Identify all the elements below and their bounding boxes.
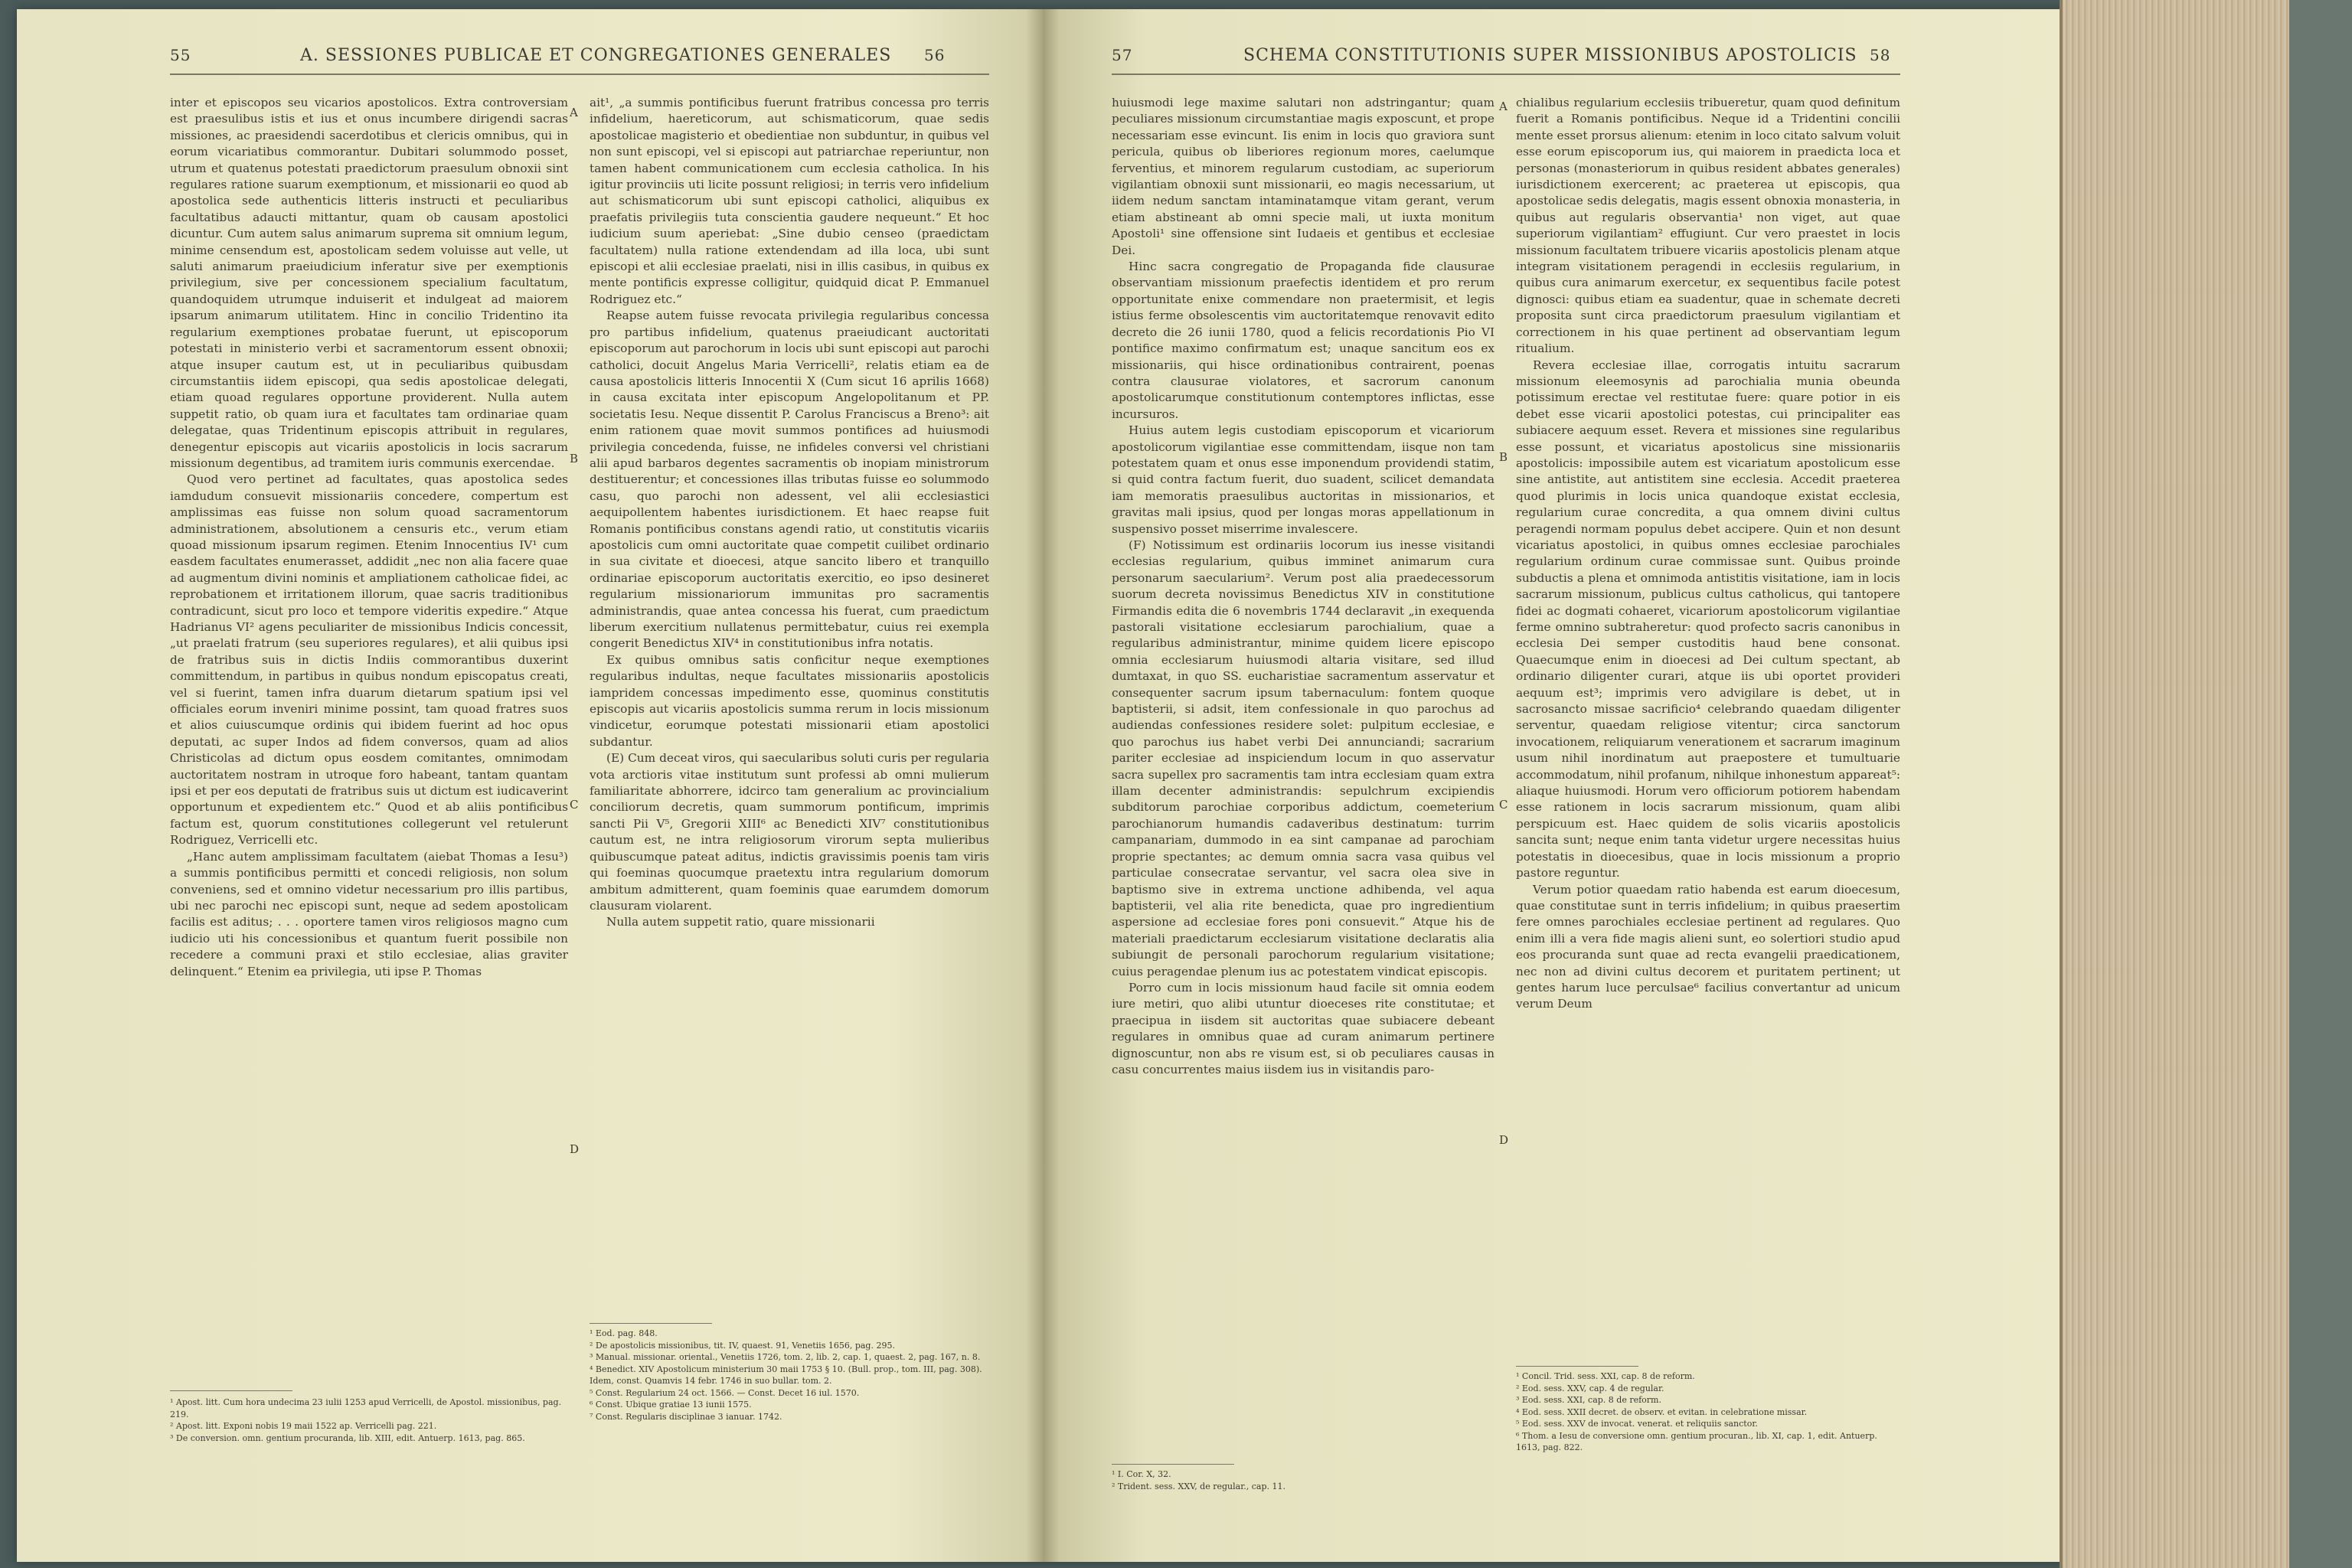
paragraph: Hinc sacra congregatio de Propaganda fide clausurae observantiam missionum praefectis identidem et pro rerum opportunitate enixe commendare non praetermisit, et legis istius ferme obsolescentis vim auctoritatemque renovavit edito decreto die 26 iunii 1780, quod a felicis recordationis Pio VI pontifice maximo confirmatum est; unaque sancitum eos ex missionariis, qui hisce ordinationibus contrairent, poenas contra clausurae violatores, et sacrorum canonum apostolicarumque constitutionum contemptores inflictas, esse incursuros. [1112,260,1494,421]
paragraph: Verum potior quaedam ratio habenda est earum dioecesum, quae constitutae sunt in terris infidelium; in quibus praesertim fere omnes parochiales ecclesiae pertinent ad regulares. Quo enim illi a vera fide magis alieni sunt, eo solertiori studio apud eos procuranda sunt quae ad recta evangelii praedicationem, nec non ad divini cultus decorem et puritatem pertinent; ut gentes harum luce perculsae⁶ facilius convertantur ad unicum verum Deum [1516,882,1900,1011]
margin-mark: C [570,798,579,812]
text-column-2 [1516,95,1900,1013]
paragraph: Reapse autem fuisse revocata privilegia regularibus concessa pro partibus infidelium, quatenus praeiudicant auctoritati episcoporum aut parochorum in locis ubi sunt episcopi aut parochi catholici, docuit Angelus Maria Verricelli², relatis etiam ea de causa apostolicis litteris Innocentii X (Cum sicut 16 aprilis 1668) in causa excitata inter episcopum Angelopolitanum et PP. societatis Iesu. Neque dissentit P. Carolus Franciscus a Breno³: ait enim rationem quae movit summos pontifices ad huiusmodi privilegia concedenda, fuisse, ne infideles conversi vel christiani alii apud barbaros degentes sacramentis ob inopiam ministrorum destituerentur; et concessiones illas tributas fuisse eo solummodo casu, quo parochi non adessent, vel alii ecclesiastici aequipollentem habentes iurisdictionem. Et haec reapse fuit Romanis pontificibus constans agendi ratio, ut constitutis vicariis apostolicis cum omni auctoritate quae competit cuilibet ordinario in sua civitate et dioecesi, atque sancito libero et tranquillo ordinariae episcoporum auctoritatis exercitio, eo ipso desineret regularium missionariorum immunitas pro sacramentis administrandis, quae antea concessa his fuerat, cum praedictum liberum exercitium nullatenus permittebatur, cuius rei exempla congerit Benedictus XIV⁴ in constitutionibus infra notatis. [590,309,989,651]
page-number: 55 [170,46,191,64]
footnote: ⁵ Const. Regularium 24 oct. 1566. — Const. Decet 16 iul. 1570. [590,1387,860,1398]
margin-mark: D [1499,1133,1509,1147]
paragraph: huiusmodi lege maxime salutari non adstringantur; quam peculiares missionum circumstantiae magis exposcunt, et prope necessariam esse evincunt. Iis enim in locis quo graviora sunt pericula, quibus ob liberiores regionum mores, caelumque ferventius, et minorem regularum custodiam, ac superiorum vigilantiam obnoxii sunt missionarii, eo magis necessarium, ut iidem nedum sanctam intaminatamque vitam gerant, verum etiam abstineant ab omni specie mali, ut iuxta monitum Apostoli¹ sine offensione sint Iudaeis et gentibus et ecclesiae Dei. [1112,96,1494,257]
paragraph: ait¹, „a summis pontificibus fuerunt fratribus concessa pro terris infidelium, haereticorum, aut schismaticorum, quae sedis apostolicae magisterio et obedientiae non subduntur, in quibus vel non sunt episcopi, vel si episcopi aut patriarchae reperiuntur, non tamen habent communicationem cum ecclesia catholica. In his igitur provinciis uti licite possunt religiosi; in terris vero infidelium aut schismaticorum ubi sunt episcopi catholici, aliquibus ex praefatis privilegiis tuta conscientia gaudere nequeunt.“ Et hoc iudicium suum aperiebat: „Sine dubio censeo (praedictam facultatem) nulla ratione extendendam ad illa loca, ubi sunt episcopi et alii ecclesiae praelati, nisi in illis casibus, in quibus ex mente pontificis expresse colligitur, quidquid dicat P. Emmanuel Rodriguez etc.“ [590,96,989,306]
footnote: ² De apostolicis missionibus, tit. IV, quaest. 91, Venetiis 1656, pag. 295. [590,1340,895,1351]
running-title: A. SESSIONES PUBLICAE ET CONGREGATIONES GENERALES [300,46,892,65]
book-spread [17,9,2069,1562]
left-page-header [17,46,1043,77]
footnote: ¹ I. Cor. X, 32. [1112,1469,1171,1479]
paragraph: Huius autem legis custodiam episcoporum et vicariorum apostolicorum vigilantiae esse committendam, iisque non tam potestatem quam et onus esse imponendum providendi statim, si quid contra factum fuerit, duo suadent, scilicet demandata iam memoratis praesulibus auctoritas in missionarios, et gravitas mali ipsius, quod per longas moras appellationum in suspensivo posset miserrime invalescere. [1112,423,1494,536]
footnote: ⁴ Eod. sess. XXII decret. de observ. et evitan. in celebratione missar. [1516,1406,1808,1417]
header-rule [170,74,989,75]
text-column-1 [170,95,568,980]
text-column-1 [1112,95,1494,1078]
footnote-rule [170,1390,292,1391]
right-page-header [1043,46,2069,77]
footnote: ⁴ Benedict. XIV Apostolicum ministerium 30 maii 1753 § 10. (Bull. prop., tom. III, pag. 308). Idem, const. Quamvis 14 febr. 1746 in suo bullar. tom. 2. [590,1364,982,1386]
right-page [1043,9,2069,1562]
footnote-rule [590,1323,712,1324]
footnote: ² Eod. sess. XXV, cap. 4 de regular. [1516,1383,1664,1393]
paragraph: (E) Cum deceat viros, qui saecularibus soluti curis per regularia vota arctioris vitae institutum sunt professi ab omni mulierum familiaritate abhorrere, idcirco tam generalium ac provincialium conciliorum decretis, quam summorum pontificum, imprimis sancti Pii V⁵, Gregorii XIII⁶ ac Benedicti XIV⁷ constitutionibus cautum est, ne intra religiosorum virorum septa mulieribus quibuscumque pateat aditus, indictis gravissimis poenis tam viris qui foeminas quocumque praetextu intra regularium domorum ambitum admitterent, quam foeminis quae earumdem domorum clausuram violarent. [590,751,989,913]
paragraph: inter et episcopos seu vicarios apostolicos. Extra controversiam est praesulibus istis et ius et onus incumbere dirigendi sacras missiones, ac praesidendi sacerdotibus et clericis omnibus, qui in eorum vicariatibus commorantur. Dubitari solummodo posset, utrum et quatenus potestati praedictorum praesulum obnoxii sint regulares ratione suarum exemptionum, et missionarii eo quod ab apostolica sede authenticis litteris instructi et peculiaribus facultatibus adaucti mittantur, quam ob causam apostolici dicuntur. Cum autem salus animarum suprema sit omnium legum, minime censendum est, apostolicam sedem voluisse aut velle, ut saluti animarum praeiudicium inferatur sive per exemptionis privilegium, sive per concessionem specialium facultatum, quandoquidem utrumque induiserit et indulgeat ad maiorem ipsarum animarum utilitatem. Hinc in concilio Tridentino ita regularium exemptiones probatae fuerunt, ut episcoporum potestati in ministerio verbi et sacramentorum essent obnoxii; atque insuper cautum est, ut in peculiaribus quibusdam circumstantiis iidem episcopi, qua sedis apostolicae delegati, etiam quoad regulares opportune providerent. Nulla autem suppetit ratio, ob quam iura et facultates tam ordinariae quam delegatae, quas Tridentinum episcopis attribuit in regulares, denegentur episcopis aut vicariis apostolicis in locis sacrarum missionum degentibus, ad tramitem iuris communis exercendae. [170,96,568,470]
margin-mark: D [570,1142,580,1156]
footnote: ³ De conversion. omn. gentium procuranda, lib. XIII, edit. Antuerp. 1613, pag. 865. [170,1432,525,1443]
footnote: ⁶ Const. Ubique gratiae 13 iunii 1575. [590,1400,752,1410]
paragraph: Nulla autem suppetit ratio, quare missionarii [606,915,875,929]
footnote: ² Apost. litt. Exponi nobis 19 maii 1522 ap. Verricelli pag. 221. [170,1421,437,1431]
footnote-rule [1112,1464,1234,1465]
page-number: 56 [924,46,946,64]
paragraph: chialibus regularium ecclesiis tribueretur, quam quod definitum fuerit a Romanis pontificibus. Neque id a Tridentini concilii mente esset prorsus alienum: etenim in loco citato salvum voluit esse eorum episcoporum ius, qui maiorem in praedicta loca et personas (monasteriorum in quibus resident abbates generales) iurisdictionem exercerent; ac praeterea ut episcopis, qua apostolicae sedis delegatis, magis essent obnoxia monasteria, in quibus aut regularis observantia¹ non viget, aut quae superiorum vigilantiam² effugiunt. Cur vero praestet in locis missionum facultatem tribuere vicariis apostolicis plenam atque integram visitationem peragendi in ecclesiis regularium, in quibus cura animarum exercetur, ex sequentibus facile potest dignosci: quibus etiam ea suadentur, quae in schemate decreti proposita sunt circa praedictorum praesulum vigilantiam et correctionem in his quae pertinent ad observantiam legum ritualium. [1516,96,1900,356]
footnotes-column-2 [1516,1370,1900,1454]
footnote-rule [1516,1366,1638,1367]
footnotes-column-1 [170,1396,568,1444]
margin-mark: A [570,106,578,119]
book-cover-edge [2289,0,2352,1568]
footnote: ³ Manual. missionar. oriental., Venetiis 1726, tom. 2, lib. 2, cap. 1, quaest. 2, pag. 167, n. 8. [590,1352,981,1362]
footnote: ¹ Apost. litt. Cum hora undecima 23 iulii 1253 apud Verricelli, de Apostol. missionibus, pag. 219. [170,1397,562,1419]
paragraph: Ex quibus omnibus satis conficitur neque exemptiones regularibus indultas, neque facultates missionariis apostolicis iampridem concessas impedimento esse, quominus constitutis episcopis aut vicariis apostolicis summa rerum in locis missionum vindicetur, eorumque potestati missionarii etiam apostolici subdantur. [590,652,989,749]
footnote: ⁶ Thom. a Iesu de conversione omn. gentium procuran., lib. XI, cap. 1, edit. Antuerp. 1613, pag. 822. [1516,1430,1877,1452]
paragraph: „Hanc autem amplissimam facultatem (aiebat Thomas a Iesu³) a summis pontificibus permitti et concedi religiosis, non solum conveniens, sed et omnino videtur necessarium pro illis partibus, ubi nec parochi nec episcopi sunt, neque ad sedem apostolicam facilis est aditus; . . . oportere tamen viros religiosos magno cum iudicio uti his concessionibus et quantum fuerit possibile non recedere a communi praxi et stilo ecclesiae, alias graviter delinquent.“ Etenim ea privilegia, uti ipse P. Thomas [170,849,568,978]
paragraph: (F) Notissimum est ordinariis locorum ius inesse visitandi ecclesias regularium, quibus imminet animarum cura personarum saecularium². Verum post alia praedecessorum suorum decreta novissimus Benedictus XIV in constitutione Firmandis edita die 6 novembris 1744 declaravit „in exequenda pastorali visitatione ecclesiarum parochialium, quae a regularibus administrantur, minime quidem licere episcopo omnia ecclesiarum huiusmodi altaria visitare, sed illud dumtaxat, in quo SS. eucharistiae sacramentum asservatur et consequenter sacrum ipsum tabernaculum: fontem quoque baptisterii, si adsit, item confessionale in quo parochus ad audiendas confessiones residere solet: pulpitum ecclesiae, e quo parochus ius habet verbi Dei annunciandi; sacrarium pariter ecclesiae ad inspiciendum locum in quo asservatur sacra supellex pro sacramentis tam intra ecclesiam quam extra illam decenter administrandis: sepulchrum excipiendis subditorum parochiae corporibus addictum, coemeterium parochianorum humandis cadaveribus destinatum: turrim campanariam, dummodo in ea sint campanae ad parochiam proprie spectantes; ac demum omnia sacra vasa quibus vel particulae consecratae servantur, vel sacra olea sive in baptismo sive in extrema unctione adhibenda, vel aqua baptisterii, vel alia rite benedicta, quae pro ingredientium aspersione ad ecclesiae fores poni consuevit.“ Atque his de materiali praedictarum ecclesiarum visitatione declaratis alia subiungit de personali parochorum regularium visitatione; cuius peragendae plenum ius ac potestatem vindicat episcopis. [1112,537,1494,978]
header-rule [1112,74,1900,75]
paragraph: Revera ecclesiae illae, corrogatis intuitu sacrarum missionum eleemosynis ad parochialia munia obeunda potissimum erectae vel restitutae fuere: quare potior in eis debet esse vicarii apostolici potestas, cui principaliter eas subiacere aequum esset. Revera et missiones sine regularibus esse possunt, et vicariatus apostolicus sine missionariis apostolicis: impossibile autem est vicariatum apostolicum esse sine antistite, aut antistitem sine ecclesia. Accedit praeterea quod plurimis in locis unica quandoque existat ecclesia, regularium curae concredita, a qua omnem divini cultus peragendi normam populus debet accipere. Quin et non desunt vicariatus apostolici, in quibus omnes ecclesiae parochiales regularium ordinum curae commissae sunt. Quibus proinde subductis a plena et omnimoda antistitis visitatione, iam in locis sacrarum missionum, publicus cultus catholicus, qui tantopere fidei ac dogmati cohaeret, vicariorum apostolicorum vigilantiae ferme omnino subtraheretur: quod profecto sacris canonibus in ecclesia Dei semper custoditis haud bene consonat. Quaecumque enim in dioecesi ad Dei cultum spectant, ab ordinario diligenter curari, atque iis ubi oportet provideri aequum est³; imprimis vero advigilare is debet, ut in sacrosancto missae sacrificio⁴ celebrando quaedam diligenter serventur, quaedam religiose vitentur; circa sanctorum invocationem, reliquiarum venerationem et sacrarum imaginum usum nihil inordinatum aut praepostere et tumultuarie accommodatum, nihil profanum, nihilque inhonestum appareat⁵: aliaque huiusmodi. Horum vero officiorum potiorem habendam esse rationem in locis sacrarum missionum, quam alibi perspicuum est. Haec quidem de solis vicariis apostolicis sancita sunt; neque enim tanta videtur urgere necessitas huius potestatis in dioecesibus, quae in locis missionum a proprio pastore reguntur. [1516,358,1900,880]
book-gutter [1026,9,1060,1562]
footnote: ¹ Eod. pag. 848. [590,1328,658,1338]
footnote: ³ Eod. sess. XXI, cap. 8 de reform. [1516,1395,1661,1405]
margin-mark: C [1499,798,1508,812]
page-number: 57 [1112,46,1133,64]
left-page [17,9,1043,1562]
page-number: 58 [1870,46,1891,64]
footnote: ¹ Concil. Trid. sess. XXI, cap. 8 de reform. [1516,1371,1695,1381]
paragraph: Quod vero pertinet ad facultates, quas apostolica sedes iamdudum consuevit missionariis concedere, compertum est amplissimas eas fuisse non solum quoad sacramentorum administrationem, absolutionem a censuris etc., verum etiam quoad missionum ipsarum regimen. Etenim Innocentius IV¹ cum easdem facultates enumerasset, addidit „nec non alia facere quae ad augmentum divini nominis et ampliationem catholicae fidei, ac reprobationem et irritationem illorum, quae sacris traditionibus contradicunt, sicut pro loco et tempore videritis expedire.“ Atque Hadrianus VI² agens peculiariter de missionibus Indicis concessit, „ut praelati fratrum (seu superiores regulares), et alii quibus ipsi de fratribus suis in dictis Indiis commorantibus duxerint committendum, in partibus in quibus nondum episcopatus creati, vel si fuerint, tamen infra duarum dietarum spatium ipsi vel officiales eorum inveniri minime possint, tam quoad fratres suos et alios cuiuscumque ordinis qui ibidem fuerint ad hoc opus deputati, ac super Indos ad fidem conversos, quam ad alios Christicolas ad dictum opus eosdem comitantes, omnimodam auctoritatem nostram in utroque foro habeant, tantam quantam ipsi et per eos deputati de fratribus suis ut dictum est iudicaverint opportunum et expedientem etc.“ Quod et ab aliis pontificibus factum est, quorum constitutiones collegerunt vel retulerunt Rodriguez, Verricelli etc. [170,472,568,848]
footnote: ⁷ Const. Regularis disciplinae 3 ianuar. 1742. [590,1411,782,1422]
footnotes-column-1 [1112,1468,1494,1492]
footnote: ⁵ Eod. sess. XXV de invocat. venerat. et reliquiis sanctor. [1516,1419,1758,1429]
margin-mark: B [1499,450,1508,464]
footnotes-column-2 [590,1328,989,1423]
margin-mark: A [1499,100,1508,113]
margin-mark: B [570,452,579,466]
running-title: SCHEMA CONSTITUTIONIS SUPER MISSIONIBUS APOSTOLICIS [1243,46,1857,65]
footnote: ² Trident. sess. XXV, de regular., cap. 11. [1112,1481,1285,1491]
text-column-2 [590,95,989,931]
paragraph: Porro cum in locis missionum haud facile sit omnia eodem iure metiri, quo alibi utuntur dioeceses rite constitutae; et praecipua in iisdem sit auctoritas quae subiacere debeant regulares in omnibus quae ad curam animarum pertinere dignoscuntur, non abs re visum est, si ob peculiares causas in casu concurrentes maius iisdem ius in visitandis paro- [1112,980,1494,1076]
